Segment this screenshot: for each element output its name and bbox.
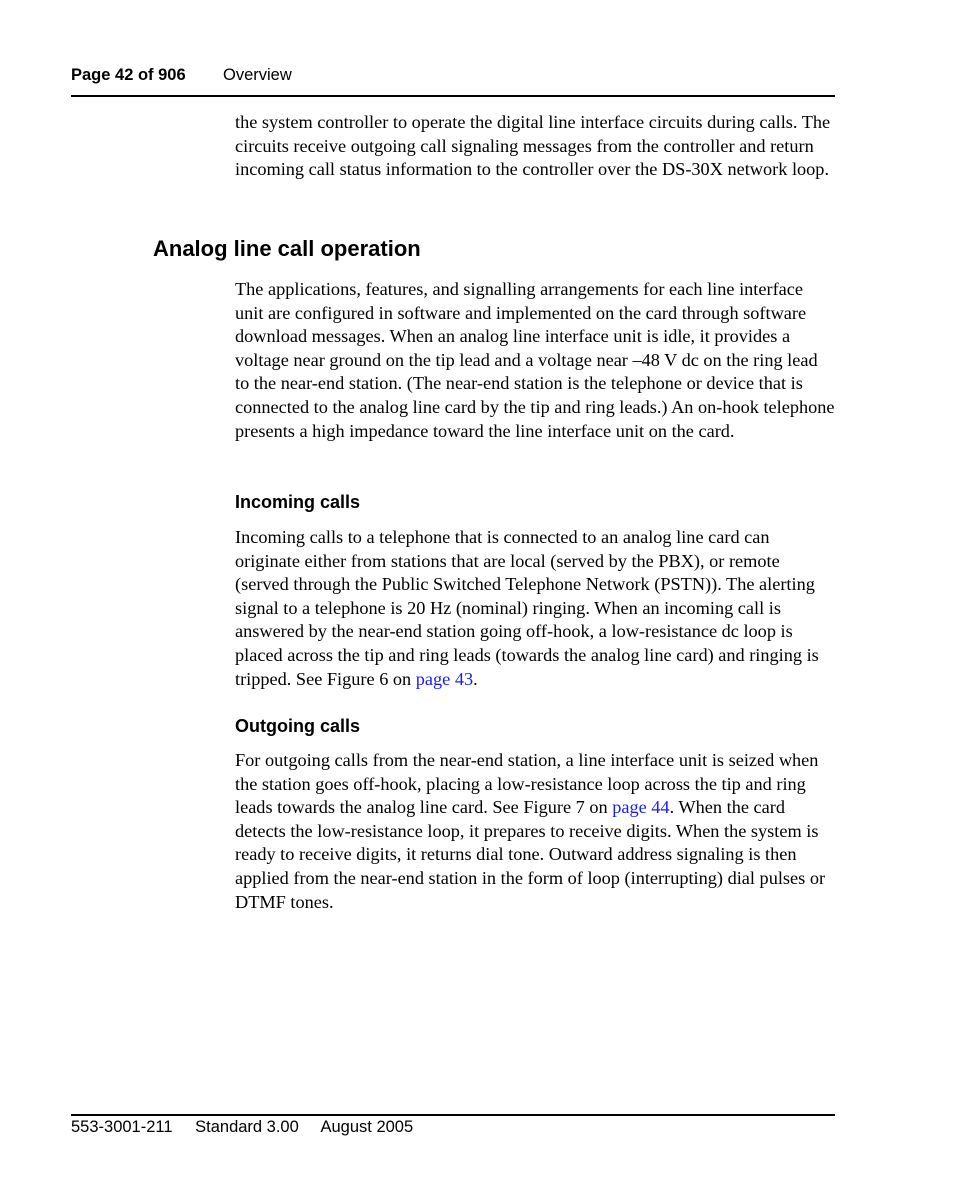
standard-version: Standard 3.00 — [195, 1118, 299, 1136]
publication-date: August 2005 — [320, 1118, 414, 1136]
incoming-text-end: . — [473, 668, 478, 689]
incoming-text: Incoming calls to a telephone that is connected to an analog line card can originate either from stations that are local (served by the PBX), or remote (served through the Public Switched Telephone Network (PSTN)). The alerting signal to a telephone is 20 Hz (nominal) ringing. When an incoming call is answered by the near-end station going off-hook, a low-resistance dc loop is placed across the tip and ring leads (towards the analog line card) and ringing is tripped. See Figure 6 on — [235, 527, 819, 689]
section-paragraph: The applications, features, and signalling arrangements for each line interface unit are configured in software and implemented on the card through software download messages. When an analog line interface unit is idle, it provides a voltage near ground on the tip lead and a voltage near –48 V dc on the ring lead to the near-end station. (The near-end station is the telephone or device that is connected to the analog line card by the tip and ring leads.) An on-hook telephone presents a high impedance toward the line interface unit on the card. — [235, 279, 835, 441]
outgoing-calls-paragraph — [235, 749, 835, 914]
page-header — [71, 64, 835, 88]
outgoing-text-end: . When the card detects the low-resistance loop, it prepares to receive digits. When the system is ready to receive digits, it returns dial tone. Outward address signaling is then applied from the near-end station in the form of loop (interrupting) dial pulses or DTMF tones. — [235, 797, 826, 912]
incoming-calls-heading: Incoming calls — [235, 492, 361, 512]
header-rule — [71, 95, 835, 97]
section-title: Overview — [223, 66, 292, 84]
footer-rule — [71, 1114, 835, 1116]
outgoing-text: For outgoing calls from the near-end station, a line interface unit is seized when the station goes off-hook, placing a low-resistance loop across the tip and ring leads towards the analog line card. See Figure 7 on — [235, 750, 819, 818]
page-44-link[interactable]: page 44 — [612, 797, 670, 818]
page-number: Page 42 of 906 — [71, 66, 186, 84]
page-footer — [71, 1118, 431, 1137]
page-43-link[interactable]: page 43 — [415, 668, 474, 689]
incoming-calls-paragraph — [235, 526, 835, 691]
outgoing-calls-heading: Outgoing calls — [235, 716, 361, 736]
document-number: 553-3001-211 — [71, 1118, 173, 1136]
section-heading: Analog line call operation — [153, 236, 421, 261]
intro-paragraph: the system controller to operate the digital line interface circuits during calls. The circuits receive outgoing call signaling messages from the controller and return incoming call status information to the controller over the DS-30X network loop. — [235, 112, 831, 180]
